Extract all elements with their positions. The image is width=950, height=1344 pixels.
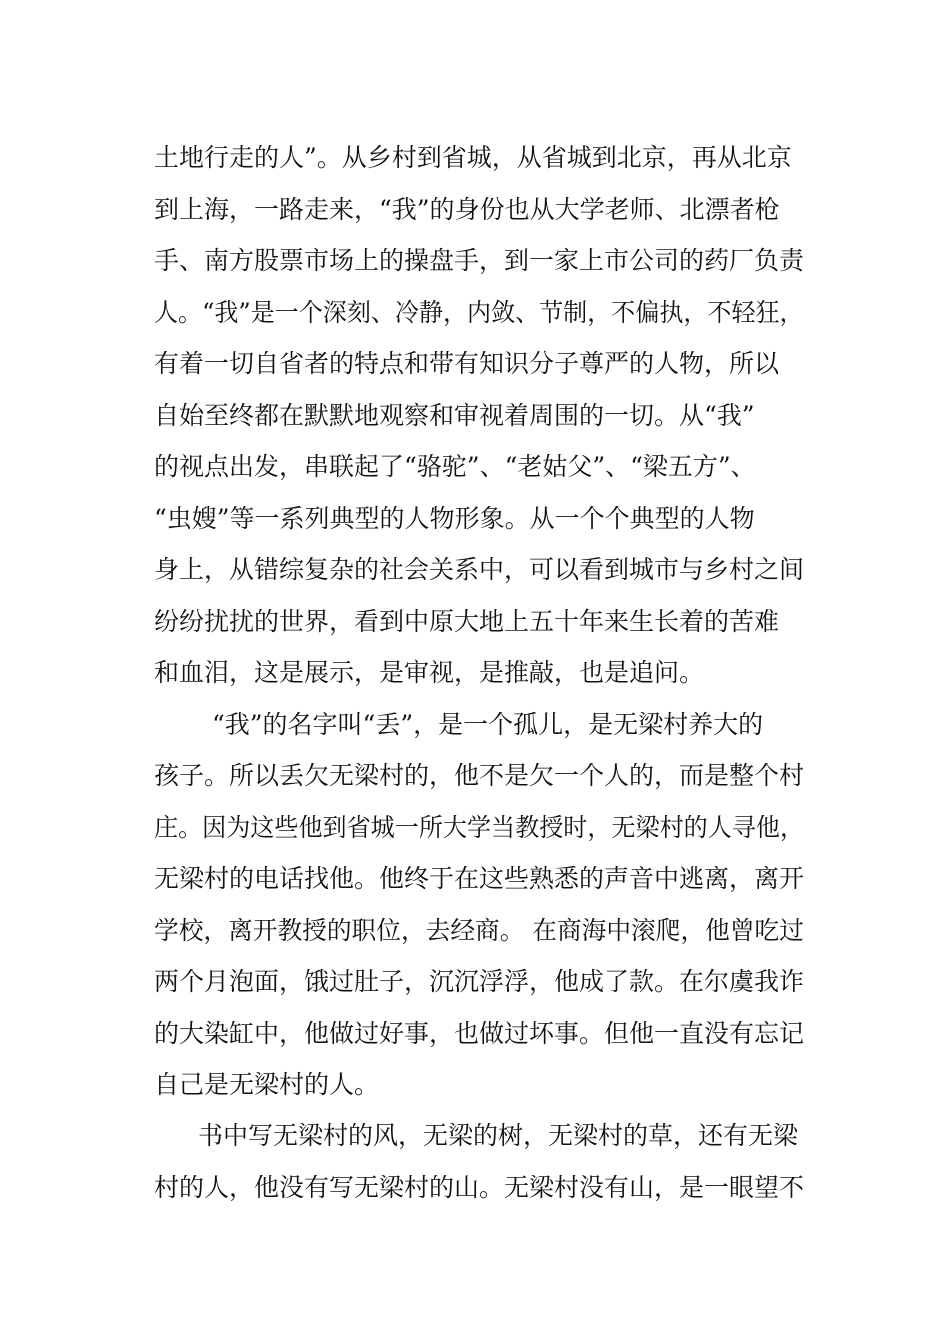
text-line: 人。“我”是一个深刻、冷静，内敛、节制，不偏执，不轻狂， [154, 298, 804, 327]
text-line: 村的人，他没有写无梁村的山。无梁村没有山，是一眼望不 [154, 1173, 805, 1202]
paragraph-start-line: “我”的名字叫“丢”，是一个孤儿，是无梁村养大的 [212, 710, 764, 739]
text-line: 学校，离开教授的职位，去经商。 在商海中滚爬，他曾吃过 [154, 916, 804, 945]
text-line: 纷纷扰扰的世界，看到中原大地上五十年来生长着的苦难 [154, 607, 780, 636]
text-line: 自始至终都在默默地观察和审视着周围的一切。从“我” [154, 401, 755, 430]
text-line: 无梁村的电话找他。他终于在这些熟悉的声音中逃离，离开 [154, 864, 805, 893]
text-line: 两个月泡面，饿过肚子，沉沉浮浮，他成了款。在尔虞我诈 [154, 967, 805, 996]
text-line: 的大染缸中，他做过好事，也做过坏事。但他一直没有忘记 [154, 1019, 805, 1048]
text-line: 和血泪，这是展示，是审视，是推敲，也是追问。 [154, 658, 705, 687]
text-line: 到上海，一路走来，“我”的身份也从大学老师、北漂者枪 [154, 195, 780, 224]
text-line: 土地行走的人”。从乡村到省城，从省城到北京，再从北京 [154, 143, 792, 172]
text-line: 手、南方股票市场上的操盘手，到一家上市公司的药厂负责 [154, 246, 805, 275]
text-line: 自己是无梁村的人。 [154, 1070, 380, 1099]
text-line: 的视点出发，串联起了“骆驼”、“老姑父”、“梁五方”、 [154, 452, 756, 481]
text-line: 身上，从错综复杂的社会关系中，可以看到城市与乡村之间 [154, 555, 805, 584]
text-line: “虫嫂”等一系列典型的人物形象。从一个个典型的人物 [154, 504, 755, 533]
text-line: 有着一切自省者的特点和带有知识分子尊严的人物，所以 [154, 349, 780, 378]
text-line: 孩子。所以丢欠无梁村的，他不是欠一个人的，而是整个村 [154, 761, 805, 790]
paragraph-start-line: 书中写无梁村的风，无梁的树，无梁村的草，还有无梁 [198, 1121, 799, 1150]
text-line: 庄。因为这些他到省城一所大学当教授时，无梁村的人寻他， [154, 813, 805, 842]
